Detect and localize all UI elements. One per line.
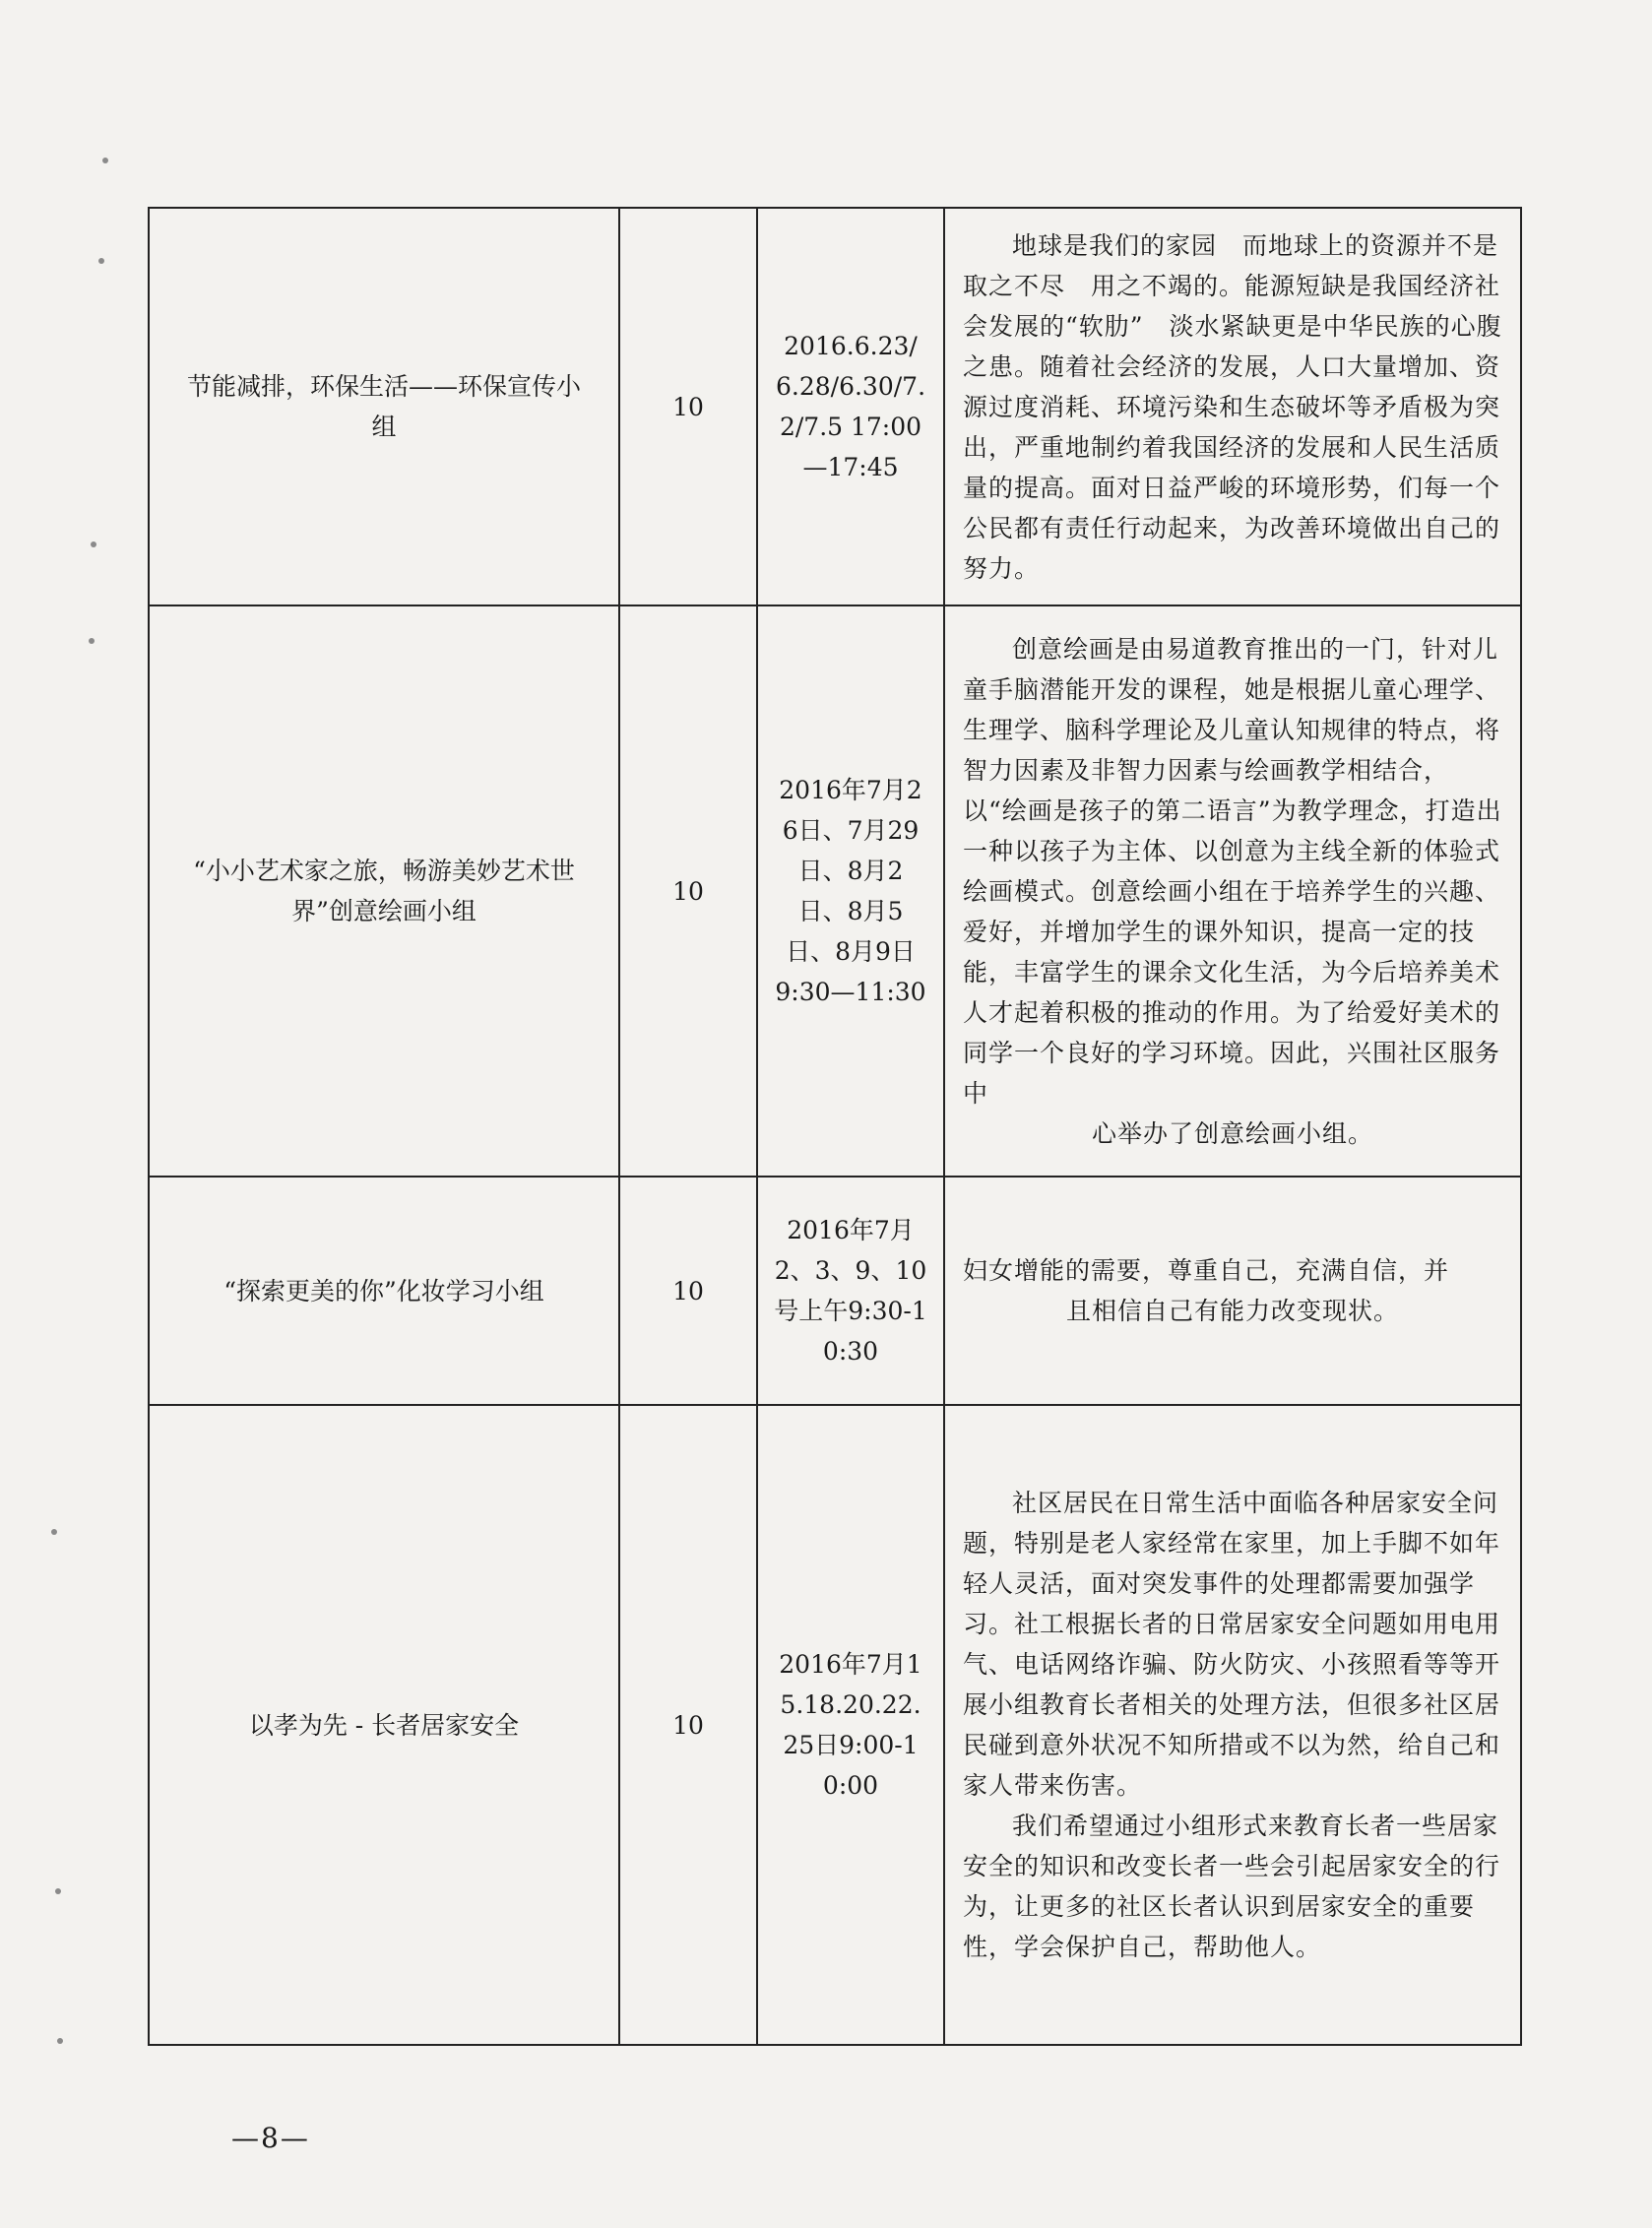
group-description-cell <box>944 605 1521 1177</box>
activities-table <box>148 207 1522 2046</box>
participant-count-cell: 10 <box>619 208 757 605</box>
group-name-cell: 节能减排，环保生活——环保宣传小组 <box>149 208 619 605</box>
scan-hole-mark <box>89 638 95 644</box>
table-row <box>149 1405 1521 2045</box>
scan-hole-mark <box>98 258 104 264</box>
participant-count-cell: 10 <box>619 1177 757 1405</box>
page-number: —8— <box>231 2122 310 2154</box>
description-text: 社区居民在日常生活中面临各种居家安全问题，特别是老人家经常在家里，加上手脚不如年轻人灵活，面对突发事件的处理都需要加强学习。社工根据长者的日常居家安全问题如用电用气、电话网络诈骗、防火防灾、小孩照看等等开展小组教育长者相关的处理方法，但很多社区居民碰到意外状况不知所措或不以为然，给自己和家人带来伤害。 <box>963 1489 1501 1800</box>
table-row <box>149 605 1521 1177</box>
group-description-cell <box>944 208 1521 605</box>
participant-count-cell: 10 <box>619 1405 757 2045</box>
activity-time-cell: 2016年7月2、3、9、10号上午9:30-10:30 <box>757 1177 944 1405</box>
description-text: 妇女增能的需要，尊重自己，充满自信，并 <box>963 1256 1450 1285</box>
table-row <box>149 1177 1521 1405</box>
group-description-cell <box>944 1405 1521 2045</box>
group-name-cell: 以孝为先 - 长者居家安全 <box>149 1405 619 2045</box>
description-text-last-line: 且相信自己有能力改变现状。 <box>1065 1297 1399 1325</box>
description-text: 地球是我们的家园 而地球上的资源并不是取之不尽 用之不竭的。能源短缺是我国经济社会发展的“软肋” 淡水紧缺更是中华民族的心腹之患。随着社会经济的发展，人口大量增加、资源过度消耗、环境污染和生态破坏等矛盾极为突出，严重地制约着我国经济的发展和人民生活质量的提高。面对日益严峻的环境形势，们每一个公民都有责任行动起来，为改善环境做出自己的努力。 <box>963 230 1502 583</box>
scan-hole-mark <box>91 541 96 547</box>
participant-count-cell: 10 <box>619 605 757 1177</box>
group-name-cell: “小小艺术家之旅，畅游美妙艺术世界”创意绘画小组 <box>149 605 619 1177</box>
description-text-second-paragraph: 我们希望通过小组形式来教育长者一些居家安全的知识和改变长者一些会引起居家安全的行为，让更多的社区长者认识到居家安全的重要性，学会保护自己，帮助他人。 <box>963 1812 1501 1961</box>
table-row <box>149 208 1521 605</box>
group-name-cell: “探索更美的你”化妆学习小组 <box>149 1177 619 1405</box>
scan-hole-mark <box>55 1888 61 1894</box>
scan-hole-mark <box>57 2038 63 2044</box>
group-description-cell <box>944 1177 1521 1405</box>
activity-time-cell: 2016.6.23/6.28/6.30/7.2/7.5 17:00—17:45 <box>757 208 944 605</box>
scan-hole-mark <box>51 1529 57 1535</box>
scan-hole-mark <box>102 158 108 163</box>
activity-time-cell: 2016年7月15.18.20.22.25日9:00-10:00 <box>757 1405 944 2045</box>
activity-time-cell: 2016年7月26日、7月29日、8月2日、8月5日、8月9日9:30—11:30 <box>757 605 944 1177</box>
description-text: 创意绘画是由易道教育推出的一门，针对儿童手脑潜能开发的课程，她是根据儿童心理学、生理学、脑科学理论及儿童认知规律的特点，将智力因素及非智力因素与绘画教学相结合，以“绘画是孩子的第二语言”为教学理念，打造出一种以孩子为主体、以创意为主线全新的体验式绘画模式。创意绘画小组在于培养学生的兴趣、爱好，并增加学生的课外知识，提高一定的技能，丰富学生的课余文化生活，为今后培养美术人才起着积极的推动的作用。为了给爱好美术的同学一个良好的学习环境。因此，兴围社区服务中 <box>963 634 1502 1108</box>
description-text-last-line: 心举办了创意绘画小组。 <box>1091 1118 1373 1148</box>
